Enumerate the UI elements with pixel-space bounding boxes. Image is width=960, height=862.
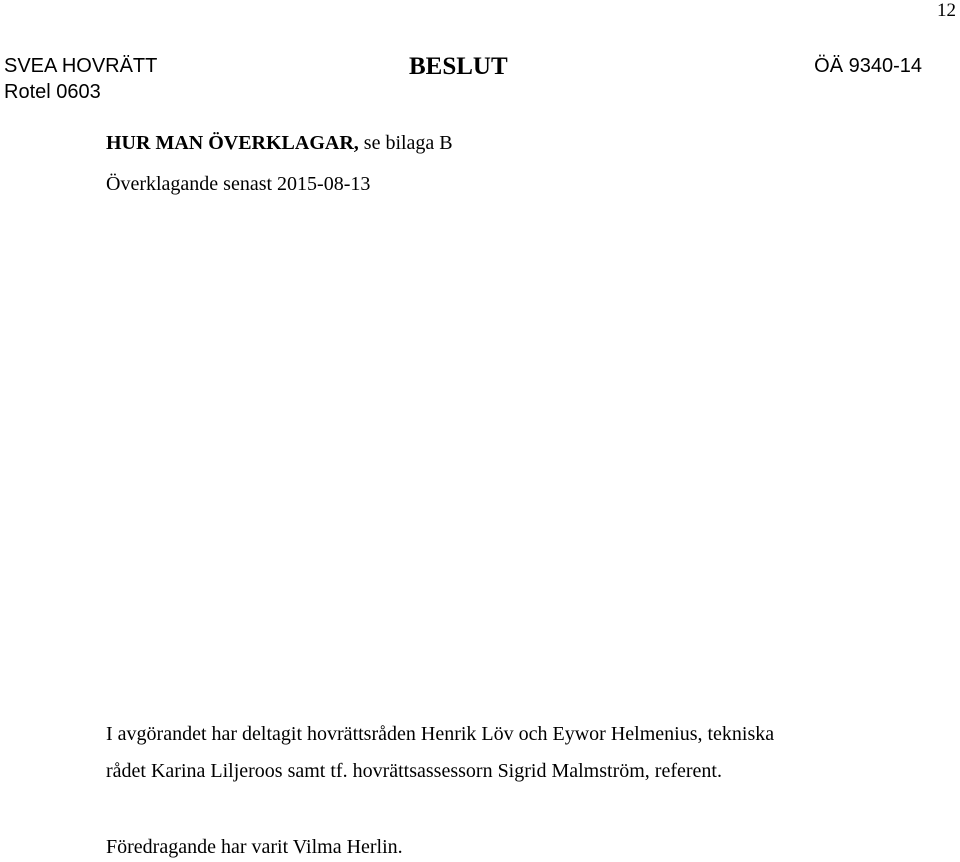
participants-line: I avgörandet har deltagit hovrättsråden Henrik Löv och Eywor Helmenius, tekniska	[106, 723, 775, 745]
appeal-heading-bold: HUR MAN ÖVERKLAGAR,	[106, 132, 359, 154]
division-label: Rotel 0603	[4, 81, 101, 103]
appeal-deadline: Överklagande senast 2015-08-13	[106, 173, 371, 195]
court-name: SVEA HOVRÄTT	[4, 55, 158, 77]
appeal-heading-reference: se bilaga B	[358, 132, 453, 154]
rapporteur-statement: Föredragande har varit Vilma Herlin.	[106, 836, 403, 858]
participants-line: rådet Karina Liljeroos samt tf. hovrättsassessorn Sigrid Malmström, referent.	[106, 760, 722, 782]
page-number: 12	[937, 0, 956, 21]
case-number: ÖÄ 9340-14	[814, 55, 922, 77]
participants-paragraph	[106, 716, 886, 790]
document-type-title: BESLUT	[409, 53, 508, 80]
appeal-instructions-heading	[106, 132, 453, 155]
